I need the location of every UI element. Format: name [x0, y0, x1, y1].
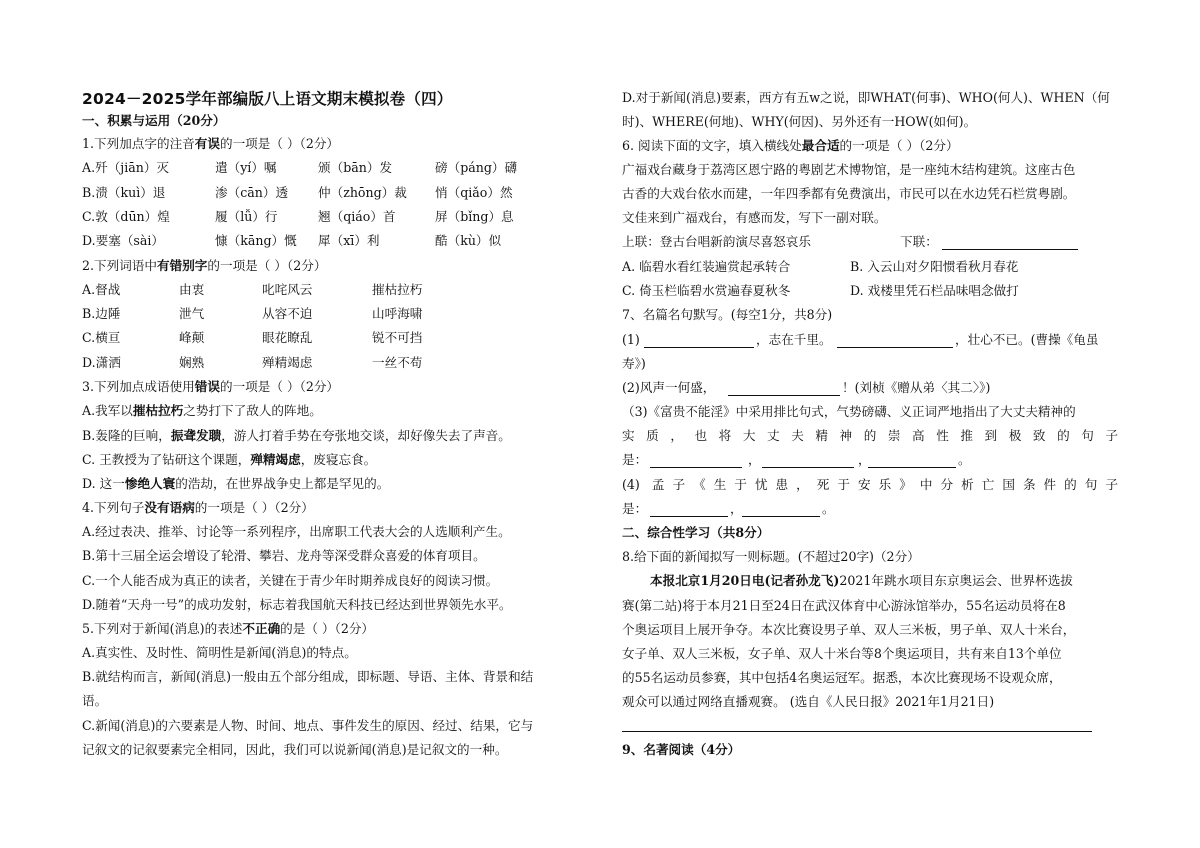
q7-item-3-line2: 实质，也将大丈夫精神的崇高性推到极致的句子 [622, 428, 1118, 443]
q5-option-c-line2: 记叙文的记叙要素完全相同，因此，我们可以说新闻(消息)是记叙文的一种。 [82, 742, 508, 757]
q3-option-b: B.轰隆的巨响，振聋发聩，游人打着手势在夸张地交谈，却好像失去了声音。 [82, 428, 511, 443]
q6-option-c: C. 倚玉栏临碧水赏遍春夏秋冬 [622, 283, 791, 298]
q6-passage-line2: 古香的大戏台依水而建，一年四季都有免费演出，市民可以在水边凭石栏赏粤剧。 [622, 186, 1076, 201]
q8-stem: 8.给下面的新闻拟写一则标题。(不超过20字)（2分） [622, 549, 920, 564]
q4-option-b: B.第十三届全运会增设了轮滑、攀岩、龙舟等深受群众喜爱的体育项目。 [82, 548, 486, 563]
q8-news-line2: 赛(第二站)将于本月21日至24日在武汉体育中心游泳馆举办，55名运动员将在8 [622, 598, 1066, 613]
couplet-lower-label: 下联： [900, 234, 938, 249]
couplet-upper: 上联：登古台唱新韵演尽喜怒哀乐 [622, 234, 811, 249]
q1-row-c: C.敦（dūn）煌 履（lǚ）行 翘（qiáo）首 屏（bǐng）息 [82, 209, 514, 224]
q2-row-b: B.边陲 泄气 从容不迫 山呼海啸 [82, 306, 423, 321]
q3-option-c: C. 王教授为了钻研这个课题，殚精竭虑，废寝忘食。 [82, 452, 377, 467]
q7-item-1: (1) ，志在千里。 ，壮心不已。(曹操《龟虽 [622, 332, 1099, 347]
q6-passage-line3: 文佳来到广福戏台，有感而发，写下一副对联。 [622, 210, 887, 225]
q7-item-2: (2)风声一何盛， ！(刘桢《赠从弟〈其二〉》) [622, 380, 991, 395]
q6-passage-line1: 广福戏台藏身于荔湾区恩宁路的粤剧艺术博物馆，是一座纯木结构建筑。这座古色 [622, 162, 1076, 177]
q7-blank-8[interactable] [742, 502, 820, 517]
couplet-answer-blank[interactable] [942, 235, 1078, 250]
q6-options-ab [622, 258, 1122, 276]
q1-row-a: A.歼（jiān）灭 遣（yí）嘱 颁（bān）发 磅（páng）礴 [82, 160, 518, 175]
q7-item-3-line1: （3)《富贵不能淫》中采用排比句式，气势磅礴、义正词严地指出了大丈夫精神的 [622, 404, 1076, 419]
q7-blank-6[interactable] [868, 453, 956, 468]
q6-option-b: B. 入云山对夕阳惯看秋月春花 [850, 259, 1019, 274]
q7-blank-4[interactable] [650, 453, 742, 468]
section-2-heading: 二、综合性学习（共8分） [622, 525, 770, 540]
q5-option-d-line1: D.对于新闻(消息)要素，西方有五w之说，即WHAT(何事)、WHO(何人)、WHEN（何 [622, 90, 1110, 105]
q8-news-line4: 女子单、双人三米板，女子单、双人十米台等8个奥运项目，共有来自13个单位 [622, 646, 1062, 661]
q6-options-cd [622, 282, 1122, 300]
q7-blank-3[interactable] [728, 381, 840, 396]
q5-option-a: A.真实性、及时性、简明性是新闻(消息)的特点。 [82, 645, 357, 660]
q7-blank-1[interactable] [644, 333, 754, 348]
q3-option-d: D. 这一惨绝人寰的浩劫，在世界战争史上都是罕见的。 [82, 476, 390, 491]
q4-option-d: D.随着“天舟一号”的成功发射，标志着我国航天科技已经达到世界领先水平。 [82, 597, 512, 612]
q6-couplet [622, 233, 1122, 251]
section-1-heading: 一、积累与运用（20分） [82, 113, 226, 128]
q8-news-line1: 本报北京1月20日电(记者孙龙飞)2021年跳水项目东京奥运会、世界杯选拔 [650, 573, 1073, 588]
q6-stem: 6. 阅读下面的文字，填入横线处最合适的一项是（ ）（2分） [622, 138, 959, 153]
q1-row-b: B.溃（kuì）退 渗（cān）透 仲（zhōng）裁 悄（qiǎo）然 [82, 185, 513, 200]
q7-blank-7[interactable] [650, 502, 728, 517]
exam-title: 2024－2025学年部编版八上语文期末模拟卷（四） [82, 90, 453, 108]
q4-option-a: A.经过表决、推举、讨论等一系列程序，出席职工代表大会的人选顺利产生。 [82, 524, 511, 539]
q8-answer-line[interactable] [622, 731, 1092, 732]
q2-row-c: C.横亘 峰颠 眼花瞭乱 锐不可挡 [82, 330, 423, 345]
q5-stem: 5.下列对于新闻(消息)的表述不正确的是（ ）（2分） [82, 621, 375, 636]
q8-news-line3: 个奥运项目上展开争夺。本次比赛设男子单、双人三米板，男子单、双人十米台， [622, 622, 1076, 637]
q2-stem: 2.下列词语中有错别字的一项是（ ）（2分） [82, 258, 327, 273]
q1-row-d: D.要塞（sài） 慷（kāng）慨 犀（xī）利 酷（kù）似 [82, 233, 502, 248]
q3-stem: 3.下列加点成语使用错误的一项是（ ）（2分） [82, 379, 340, 394]
q2-row-a: A.督战 由衷 叱咤风云 摧枯拉朽 [82, 282, 423, 297]
q3-option-a: A.我军以摧枯拉朽之势打下了敌人的阵地。 [82, 403, 322, 418]
q9-heading: 9、名著阅读（4分） [622, 742, 741, 757]
q7-item-4-blanks: 是： ， 。 [622, 501, 835, 516]
q5-option-b-line1: B.就结构而言，新闻(消息)一般由五个部分组成，即标题、导语、主体、背景和结 [82, 669, 534, 684]
q1-stem: 1.下列加点字的注音有误的一项是（ ）（2分） [82, 136, 340, 151]
q8-news-line6: 观众可以通过网络直播观赛。 (选自《人民日报》2021年1月21日) [622, 694, 995, 709]
q7-blank-2[interactable] [837, 333, 953, 348]
q6-option-a: A. 临碧水看红装遍赏起承转合 [622, 259, 791, 274]
q5-option-c-line1: C.新闻(消息)的六要素是人物、时间、地点、事件发生的原因、经过、结果，它与 [82, 718, 534, 733]
q7-item-1-source: 寿》) [622, 356, 646, 371]
q8-news-line5: 的55名运动员参赛，其中包括4名奥运冠军。据悉，本次比赛现场不设观众席， [622, 670, 1062, 685]
q7-item-4-line1: (4) 孟子《生于忧患，死于安乐》中分析亡国条件的句子 [622, 477, 1118, 492]
q7-stem: 7、名篇名句默写。(每空1分，共8分) [622, 307, 833, 322]
q7-item-3-blanks: 是： ， ， 。 [622, 452, 971, 467]
q5-option-b-line2: 语。 [82, 693, 108, 708]
q6-option-d: D. 戏楼里凭石栏品味唱念做打 [850, 283, 1019, 298]
q7-blank-5[interactable] [762, 453, 854, 468]
q4-option-c: C.一个人能否成为真正的读者，关键在于青少年时期养成良好的阅读习惯。 [82, 573, 499, 588]
q5-option-d-line2: 时)、WHERE(何地)、WHY(何因)、另外还有一HOW(如何)。 [622, 114, 977, 129]
q4-stem: 4.下列句子没有语病的一项是（ ）（2分） [82, 500, 314, 515]
q2-row-d: D.潇洒 娴熟 殚精竭虑 一丝不苟 [82, 355, 423, 370]
